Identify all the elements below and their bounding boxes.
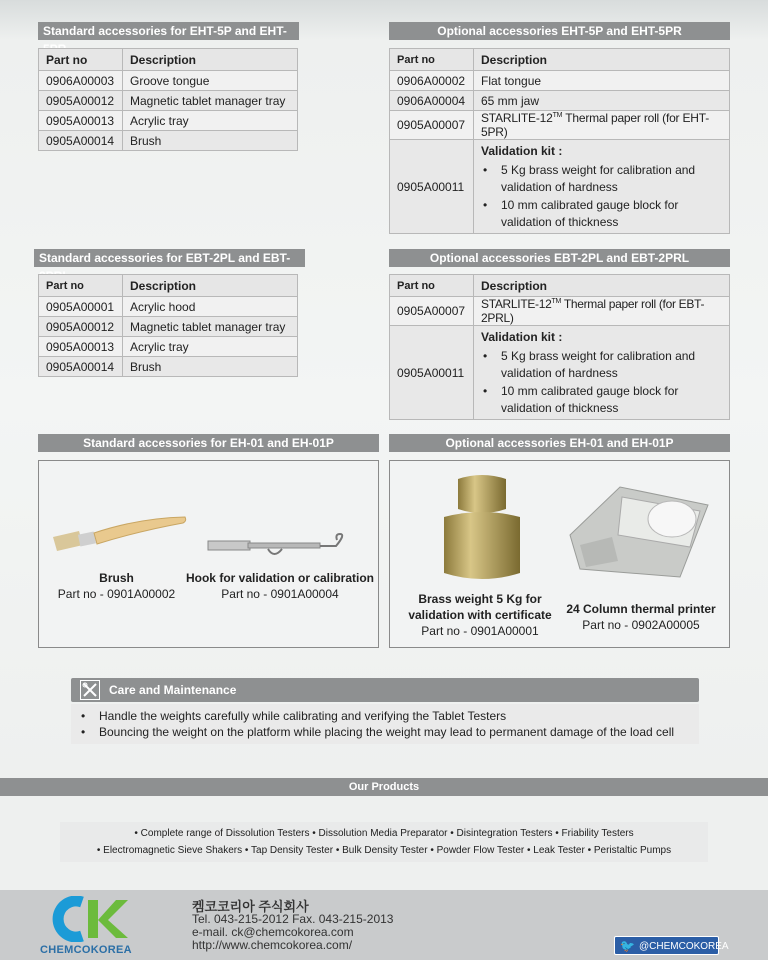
care-header: [71, 678, 699, 702]
list-item: • Handle the weights carefully while calibrating and verifying the Tablet Testers: [99, 708, 699, 724]
std-ebt-table: [38, 274, 298, 377]
part-no: 0906A00002: [390, 71, 474, 91]
part-no: 0906A00004: [390, 91, 474, 111]
col-part-no: Part no: [390, 49, 474, 71]
brush-part: Part no - 0901A00002: [57, 587, 176, 601]
table-row: [39, 111, 298, 131]
description: [474, 111, 730, 140]
list-item: • 10 mm calibrated gauge block for validation of thickness: [481, 383, 722, 416]
std-ebt-header: Standard accessories for EBT-2PL and EBT-: [34, 249, 305, 267]
table-row: [390, 140, 730, 234]
std-eh-box: [38, 460, 379, 648]
brass-weight-image: [440, 473, 524, 585]
description: Acrylic hood: [123, 297, 298, 317]
description: Acrylic tray: [123, 337, 298, 357]
opt-eh-header: Optional accessories EH-01 and EH-01P: [389, 434, 730, 452]
table-row: [39, 297, 298, 317]
brush-image: [49, 513, 189, 553]
care-title: Care and Maintenance: [109, 683, 237, 697]
col-part-no: Part no: [39, 275, 123, 297]
description: Magnetic tablet manager tray: [123, 91, 298, 111]
trademark-mark: TM: [552, 112, 563, 119]
starlite-desc: Thermal paper roll (for EBT-2PRL): [481, 297, 705, 325]
table-row: [39, 131, 298, 151]
part-no: 0905A00012: [39, 317, 123, 337]
description: Groove tongue: [123, 71, 298, 91]
logo-text: CHEMCOKOREA: [40, 944, 132, 956]
validation-kit-title: Validation kit :: [481, 330, 563, 344]
brass-weight-name-2: validation with certificate: [408, 608, 552, 622]
printer-name: 24 Column thermal printer: [566, 602, 716, 616]
table-row: [39, 337, 298, 357]
hook-part: Part no - 0901A00004: [221, 587, 339, 601]
description: [474, 297, 730, 326]
thermal-printer-image: [560, 475, 710, 587]
hook-caption: [184, 570, 376, 602]
part-no: 0905A00007: [390, 297, 474, 326]
opt-ebt-header: Optional accessories EBT-2PL and EBT-2PRL: [389, 249, 730, 267]
table-row: [39, 317, 298, 337]
part-no: 0905A00007: [390, 111, 474, 140]
printer-part: Part no - 0902A00005: [582, 618, 700, 632]
description: Flat tongue: [474, 71, 730, 91]
printer-caption: [555, 601, 727, 633]
validation-kit-title: Validation kit :: [481, 144, 563, 158]
tools-icon: [80, 680, 100, 700]
email[interactable]: e-mail. ck@chemcokorea.com: [192, 925, 354, 939]
hook-image: [204, 531, 354, 565]
part-no: 0905A00014: [39, 357, 123, 377]
phone-fax: Tel. 043-215-2012 Fax. 043-215-2013: [192, 912, 394, 926]
table-row: [39, 357, 298, 377]
part-no: 0905A00013: [39, 337, 123, 357]
twitter-handle: @CHEMCOKOREA: [639, 941, 729, 952]
description: 65 mm jaw: [474, 91, 730, 111]
description: Magnetic tablet manager tray: [123, 317, 298, 337]
starlite-desc: Thermal paper roll (for EHT-5PR): [481, 111, 710, 139]
table-row: [39, 91, 298, 111]
list-item: • 5 Kg brass weight for calibration and validation of hardness: [481, 162, 722, 195]
chemcokorea-logo: [40, 896, 132, 958]
description: [474, 326, 730, 420]
std-eh-header: Standard accessories for EH-01 and EH-01P: [38, 434, 379, 452]
website-link[interactable]: http://www.chemcokorea.com/: [192, 938, 353, 952]
products-line-1: • Complete range of Dissolution Testers • Dissolution Media Preparator • Disintegration Testers • Friability Testers: [134, 828, 634, 839]
list-item: • 10 mm calibrated gauge block for validation of thickness: [481, 197, 722, 230]
part-no: 0905A00014: [39, 131, 123, 151]
table-row: [390, 326, 730, 420]
list-item: • Bouncing the weight on the platform while placing the weight may lead to permanent damage of the load cell: [99, 724, 699, 740]
std-eht-header: Standard accessories for EHT-5P and EHT-: [38, 22, 299, 40]
col-description: Description: [474, 49, 730, 71]
products-line-2: • Electromagnetic Sieve Shakers • Tap Density Tester • Bulk Density Tester • Powder Flow Tester • Leak Tester • Peristaltic Pumps: [96, 845, 672, 856]
products-header: Our Products: [0, 778, 768, 796]
table-row: [39, 71, 298, 91]
opt-eht-table: [389, 48, 730, 234]
brush-caption: [44, 570, 189, 602]
trademark-mark: TM: [551, 298, 562, 305]
description: Brush: [123, 131, 298, 151]
part-no: 0905A00001: [39, 297, 123, 317]
company-name: 켐코코리아 주식회사: [192, 899, 309, 914]
part-no: 0905A00011: [390, 326, 474, 420]
description: Acrylic tray: [123, 111, 298, 131]
starlite-name: STARLITE-12: [481, 297, 552, 311]
starlite-name: STARLITE-12: [481, 111, 553, 125]
table-row: [390, 91, 730, 111]
brass-weight-part: Part no - 0901A00001: [421, 624, 539, 638]
table-row: [390, 111, 730, 140]
twitter-badge[interactable]: [614, 936, 729, 955]
care-list: [71, 704, 699, 744]
brass-weight-caption: [395, 591, 565, 639]
col-part-no: Part no: [390, 275, 474, 297]
std-eht-table: [38, 48, 298, 151]
table-row: [390, 297, 730, 326]
opt-eh-box: [389, 460, 730, 648]
part-no: 0906A00003: [39, 71, 123, 91]
description: Brush: [123, 357, 298, 377]
list-item: • 5 Kg brass weight for calibration and validation of hardness: [481, 348, 722, 381]
description: [474, 140, 730, 234]
opt-eht-header: Optional accessories EHT-5P and EHT-5PR: [389, 22, 730, 40]
contact-info: [192, 900, 393, 952]
col-description: Description: [123, 49, 298, 71]
part-no: 0905A00013: [39, 111, 123, 131]
part-no: 0905A00011: [390, 140, 474, 234]
col-part-no: Part no: [39, 49, 123, 71]
opt-ebt-table: [389, 274, 730, 420]
brush-name: Brush: [99, 571, 134, 585]
twitter-icon: 🐦: [620, 939, 635, 953]
col-description: Description: [123, 275, 298, 297]
products-list: [60, 822, 708, 862]
hook-name: Hook for validation or calibration: [185, 571, 375, 585]
part-no: 0905A00012: [39, 91, 123, 111]
table-row: [390, 71, 730, 91]
col-description: Description: [474, 275, 730, 297]
brass-weight-name: Brass weight 5 Kg for: [418, 592, 542, 606]
